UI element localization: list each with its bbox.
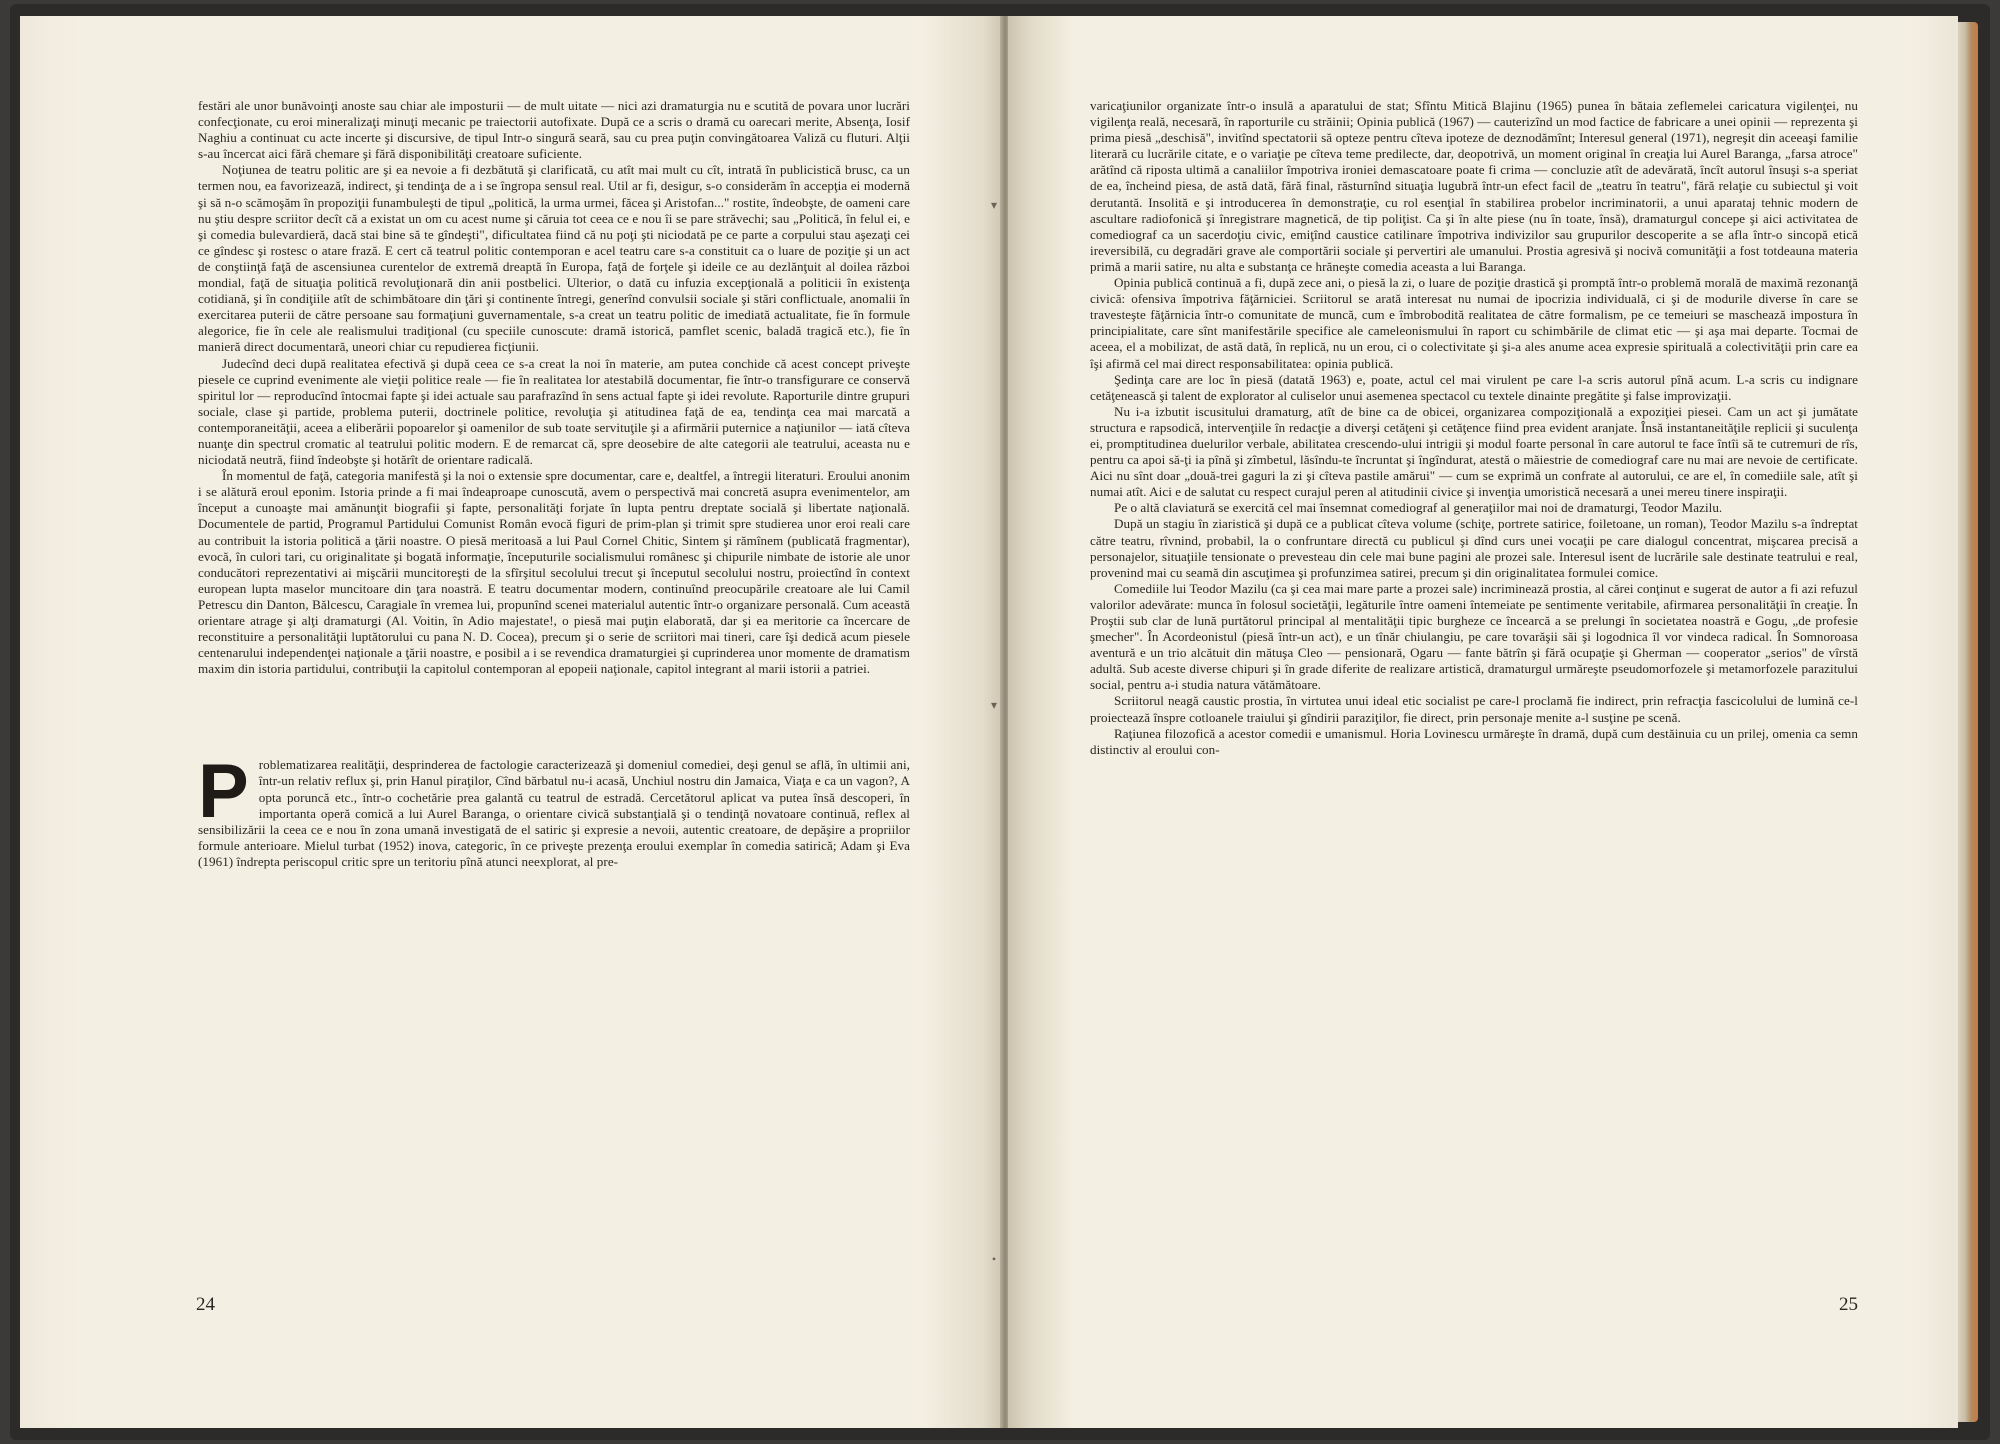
page-number: 24 xyxy=(196,1294,215,1315)
binding-mark: ▾ xyxy=(990,198,998,212)
dropcap-paragraph xyxy=(198,749,910,870)
dropcap-paragraph-text: roblematizarea realităţii, desprinderea de factologie caracterizează şi domeniul comediei, deşi genul se află, în ultimii ani, într-un relativ reflux şi, prin Hanul piraţilor, Cînd bărbatul nu-i acasă, Unchiul nostru din Jamaica, Viaţa e ca un vagon?, A opta poruncă etc., într-o cochetărie prea galantă cu teatrul de estradă. Cercetătorul aplicat va putea însă descoperi, în importanta operă comică a lui Aurel Baranga, o orientare civică substanţială şi o tendinţă novatoare continuă, reflex al sensibilizării la ceea ce e nou în zona umană investigată de el satiric şi expresie a nevoii, autentic creatoare, de depăşire a propriilor formule anterioare. Mielul turbat (1952) inova, categoric, în ce priveşte prezenţa eroului exemplar în comedia satirică; Adam şi Eva (1961) îndrepta periscopul critic spre un teritoriu pînă atunci neexplorat, al pre- xyxy=(198,757,910,869)
paragraph: varicaţiunilor organizate într-o insulă a aparatului de stat; Sfîntu Mitică Blajinu (1965) punea în bătaia zeflemelei caricatura vigilenţei, nu vigilenţa reală, necesară, în raporturile cu străinii; Opinia publică (1967) — cauterizînd un mod factice de fabricare a unei opinii — reprezenta şi prima piesă „deschisă", invitînd spectatorii să opteze pentru cîteva ipoteze de deznodămînt; Interesul general (1971), negreşit din aceeaşi familie literară cu lucrările citate, e o variaţie pe cîteva teme predilecte, dar, deopotrivă, un moment original în creaţia lui Aurel Baranga, „farsa atroce" arătînd că riposta ultimă a canaliilor împotriva ironiei demascatoare poate fi crima — concluzie atît de adevărată, încît autorul însuşi s-a speriat de ea, încheind piesa, de astă dată, fără final, răsturnînd situaţia lugubră într-un efect facil de „teatru în teatru", fără relaţie cu subiectul şi voit derutantă. Insolită e şi introducerea în demonstraţie, cu rol esenţial în stabilirea probelor incriminatorii, a unui aparataj tehnic modern de ascultare radiofonică şi înregistrare magnetică, de tip poliţist. Ca şi în alte piese (nu în toate, însă), dramaturgul concepe şi aici activitatea de comediograf ca un sacerdoţiu civic, emiţînd caustice catilinare împotriva indivizilor sau grupurilor descoperite a se afla într-o sincopă etică ireversibilă, cu degradări grave ale comportării sociale şi pervertiri ale umanului. Prostia agresivă şi nocivă comunităţii a fost totdeauna materia primă a marii satire, nu alta e substanţa ce hrăneşte comedia aceasta a lui Baranga. xyxy=(1090,98,1858,274)
page-number: 25 xyxy=(1839,1294,1858,1315)
paragraph: Opinia publică continuă a fi, după zece ani, o piesă la zi, o luare de poziţie drastică şi promptă într-o problemă morală de maximă rezonanţă civică: ofensiva împotriva făţărniciei. Scriitorul se arată interesat nu numai de ipocrizia individuală, ci şi de modurile diverse în care se travesteşte făţărnicia într-o comunitate de muncă, cum e îmbrobodită realitatea de către formalism, pe ce temeiuri se maschează impostura în principialitate, care sînt manifestările specifice ale cameleonismului în raport cu schimbările de climat etic — şi aşa mai departe. Tocmai de aceea, el a mobilizat, de astă dată, în replică, nu un erou, ci o colectivitate şi şi-a ales anume acea expresie spirituală a colectivităţii prin care ea îşi afirmă cel mai direct responsabilitatea: opinia publică. xyxy=(1090,275,1858,371)
section-break xyxy=(198,677,910,757)
right-page xyxy=(1008,16,1958,1428)
paragraph: Scriitorul neagă caustic prostia, în virtutea unui ideal etic socialist pe care-l proclamă fie indirect, prin refracţia fascicolului de lumină ce-l proiectează înspre cotloanele traiului şi gîndirii paraziţilor, fie direct, prin personaje menite a-l susţine pe scenă. xyxy=(1090,693,1858,725)
paragraph: În momentul de faţă, categoria manifestă şi la noi o extensie spre documentar, care e, dealtfel, a întregii literaturi. Eroului anonim i se alătură eroul eponim. Istoria prinde a fi mai îndeaproape cunoscută, avem o perspectivă mai concretă asupra evenimentelor, am început a cunoaşte mai amănunţit biografii şi fapte, personalităţi forjate în lupta pentru dreptate socială şi libertate naţională. Documentele de partid, Programul Partidului Comunist Român evocă figuri de prim-plan şi trimit spre studierea unor eroi reali care au contribuit la istoria politică a ţării noastre. O piesă meritoasă a lui Paul Cornel Chitic, Sintem şi rămînem (publicată fragmentar), evocă, în culori tari, cu originalitate şi bogată informaţie, începuturile socialismului românesc şi chipurile nimbate de istorie ale unor conducători reprezentativi ai mişcării muncitoreşti de la sfîrşitul secolului trecut şi începutul secolului nostru, proiectînd în context european lupta maselor muncitoare din ţara noastră. E teatru documentar modern, continuînd preocupările creatoare ale lui Camil Petrescu din Danton, Bălcescu, Caragiale în vremea lui, propunînd scenei materialul autentic într-o organizare personală. Cum această orientare atrage şi alţi dramaturgi (Al. Voitin, în Adio majestate!, o piesă mai puţin elaborată, dar şi ea meritorie ca încercare de reconstituire a personalităţii luptătorului cu pana N. D. Cocea), precum şi o serie de scriitori mai tineri, care îşi dedică acum piesele centenarului independenţei naţionale a ţării noastre, e posibil a i se revendica dramaturgiei şi cuprinderea unor momente de dramatism maxim din istoria partidului, contribuţii la capitolul contemporan al epopeii naţionale, capitol integrant al marii istorii a patriei. xyxy=(198,468,910,677)
dropcap-letter: P xyxy=(198,749,249,835)
paragraph: Şedinţa care are loc în piesă (datată 1963) e, poate, actul cel mai virulent pe care l-a scris autorul pînă acum. L-a scris cu indignare cetăţenească şi talent de explorator al culiselor unui asemenea spectacol cu textele dinainte pregătite şi false improvizaţii. xyxy=(1090,371,1858,403)
paragraph: Noţiunea de teatru politic are şi ea nevoie a fi dezbătută şi clarificată, cu atît mai mult cu cît, intrată în publicistică brusc, ca un termen nou, ea favorizează, indirect, şi tendinţa de a i se îngropa sensul real. Util ar fi, desigur, s-o considerăm în accepţia ei modernă şi să n-o scămoşăm în propoziţii funambuleşti de tipul „politică, la urma urmei, făcea şi Aristofan..." rostite, îndeobşte, de oameni care nu ştiu despre scriitor decît că a existat un om cu acest nume şi căruia tot ceea ce e nou îi se pare străvechi; sau „Politică, în felul ei, e şi comedia bulevardieră, dacă stai bine să te gîndeşti", dificultatea fiind că nu poţi şti niciodată pe ce parte a corpului stau aşezaţi cei ce gîndesc şi rostesc o atare frază. E cert că teatrul politic contemporan e acel teatru care s-a constituit ca o luare de poziţie şi un act de conştiinţă faţă de ascensiunea curentelor de extremă dreaptă în Europa, faţă de forţele şi ideile ce au dezlănţuit al doilea război mondial, faţă de situaţia politică revoluţionară din anii postbelici. Ulterior, o dată cu infuzia excepţională a politicii în existenţa cotidiană, şi în condiţiile atît de schimbătoare din ţări şi continente întregi, generînd convulsii sociale şi stări conflictuale, anomalii în exercitarea puterii de către persoane sau formaţiuni guvernamentale, s-a creat un teatru politic de imediată actualitate, fie în formule alegorice, fie în cele ale realismului tradiţional (cu speciile cunoscute: dramă istorică, pamflet scenic, baladă tragică etc.), fie în manieră direct documentară, uneori chiar cu repudierea ficţiunii. xyxy=(198,162,910,355)
open-book xyxy=(10,4,1990,1440)
paragraph: Nu i-a izbutit iscusitului dramaturg, atît de bine ca de obicei, organizarea compoziţională a expoziţiei piesei. Cam un act şi jumătate structura e rapsodică, intervenţiile în redacţie a diverşi cetăţeni şi cetăţence fiind prea evident aranjate. Însă instantaneităţile replicii şi suculenţa ei, promptitudinea duelurilor verbale, abilitatea crescendo-ului intrigii şi modul foarte personal în care autorul te face întîi să te cutremuri de rîs, pentru ca apoi să-ţi ia pînă şi zîmbetul, lăsîndu-te încruntat şi îngîndurat, atestă o măiestrie de comediograf care nu mai are nevoie de certificate. Aici nu sînt doar „două-trei gaguri la zi şi cîteva pastile amărui" — cum se exprimă un confrate al autorului, ce are el, în comediile sale, atît şi numai atît. Aici e de salutat cu respect curajul peren al atitudinii civice şi invenţia umoristică necesară a unei mereu tinere inspiraţii. xyxy=(1090,403,1858,500)
left-page xyxy=(20,16,1002,1428)
binding-mark: ▾ xyxy=(990,698,998,712)
paragraph: Judecînd deci după realitatea efectivă şi după ceea ce s-a creat la noi în materie, am putea conchide că acest concept priveşte piesele ce cuprind evenimente ale vieţii politice reale — fie în realitatea lor atestabilă documentar, fie într-o transfigurare ce conservă spiritul lor — reproducînd întocmai fapte şi idei actuale sau parafrazînd în sens actual fapte şi idei revolute. Raporturile dintre grupuri sociale, clase şi partide, problema puterii, doctrinele politice, revoluţia şi atitudinea faţă de ea, tendinţa cea mai marcată a contemporaneităţii, aceea a eliberării popoarelor şi oamenilor de sub toate servituţile şi a afirmării puternice a naţiunilor — iată cîteva nuanţe din spectrul cromatic al teatrului politic modern. E de remarcat că, spre deosebire de alte categorii ale teatrului, aceasta nu e niciodată neutră, fiind îndeobşte şi hotărît de orientare radicală. xyxy=(198,355,910,468)
paragraph: Comediile lui Teodor Mazilu (ca şi cea mai mare parte a prozei sale) incriminează prostia, al cărei conţinut e sugerat de autor a fi azi refuzul valorilor adevărate: munca în folosul societăţii, legăturile între oameni întemeiate pe sentimente veritabile, afirmarea personalităţii în creaţie. În Proştii sub clar de lună purtătorul principal al mentalităţii tipic burgheze ce încearcă a se prelungi în societatea noastră e Gogu, „de profesie şmecher". În Acordeonistul (piesă într-un act), e un tînăr chiulangiu, pe care tovarăşii săi şi logodnica îl vor vindeca radical. În Somnoroasa aventură e un trio alcătuit din mătuşa Cleo — pensionară, Ogaru — fante bătrîn şi fără ocupaţie şi Gherman — cooperator „serios" de vîrstă adultă. Sub aceste diverse chipuri şi în grade diferite de realizare artistică, dramaturgul urmăreşte pseudomorfozele şi metamorfozele parazitului social, pentru a-i studia natura vătămătoare. xyxy=(1090,580,1858,693)
paragraph: Raţiunea filozofică a acestor comedii e umanismul. Horia Lovinescu urmăreşte în dramă, după cum destăinuia cu un prilej, omenia ca semn distinctiv al eroului con- xyxy=(1090,725,1858,757)
paragraph: Pe o altă claviatură se exercită cel mai însemnat comediograf al generaţiilor mai noi de dramaturgi, Teodor Mazilu. xyxy=(1114,500,1723,516)
page-edges xyxy=(1956,22,1978,1422)
binding-mark: • xyxy=(991,1252,997,1266)
paragraph: festări ale unor bunăvoinţi anoste sau chiar ale imposturii — de mult uitate — nici azi dramaturgia nu e scutită de povara unor lucrări confecţionate, cu eroi mineralizaţi minuţi mecanic pe traiectorii autofixate. După ce a scris o dramă cu oarecari merite, Absenţa, Iosif Naghiu a continuat cu acte incerte şi discursive, de tipul Intr-o singură seară, sau cu prea puţin convingătoarea Valiză cu fluturi. Alţii s-au încercat aici fără chemare şi fără disponibilităţi creatoare suficiente. xyxy=(198,98,910,162)
paragraph: După un stagiu în ziaristică şi după ce a publicat cîteva volume (schiţe, portrete satirice, foiletoane, un roman), Teodor Mazilu s-a îndreptat către teatru, rîvnind, probabil, la o confruntare directă cu publicul şi dînd curs unei vocaţii pe care dialogul concentrat, mişcarea precisă a personajelor, situaţiile tensionate o prevesteau din cele mai bune pagini ale prozei sale. Interesul isent de lucrările sale destinate teatrului e real, provenind mai cu seamă din ascuţimea şi profunzimea satirei, precum şi din originalitatea formulei comice. xyxy=(1090,516,1858,580)
